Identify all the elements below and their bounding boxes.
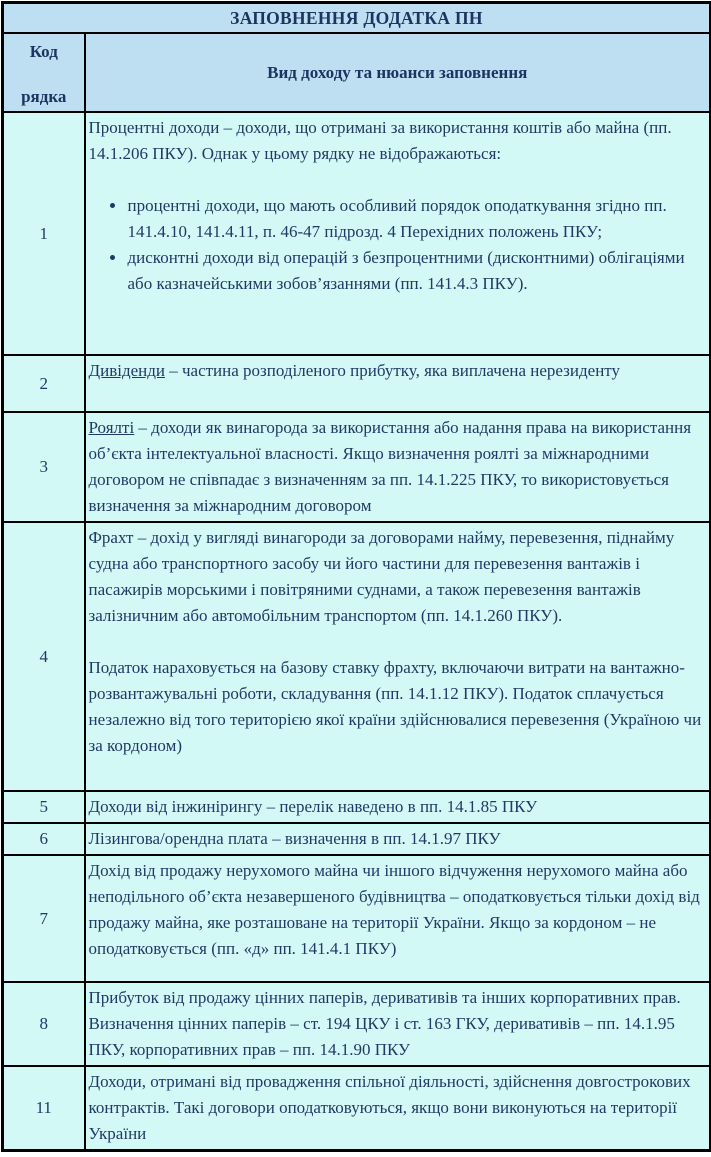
table-row [3, 1066, 711, 1151]
row-code: 3 [3, 412, 85, 522]
bullet-item: • процентні доходи, що мають особливий порядок оподаткування згідно пп. 141.4.10, 141.4.11, п. 46-47 підрозд. 4 Перехідних положень ПКУ; [127, 193, 705, 245]
table-title: ЗАПОВНЕННЯ ДОДАТКА ПН [3, 3, 711, 34]
code-column-header-text [5, 35, 83, 110]
row-code: 6 [3, 823, 85, 855]
table-row [3, 522, 711, 791]
code-header-line1: Код [29, 42, 58, 61]
table-row [3, 791, 711, 823]
desc-column-header: Вид доходу та нюанси заповнення [85, 33, 711, 112]
table-title-row [3, 3, 711, 34]
row-code: 2 [3, 355, 85, 412]
row-text: Прибуток від продажу цінних паперів, деривативів та інших корпоративних прав. Визначення цінних паперів – ст. 194 ЦКУ і ст. 163 ГКУ, деривативів – пп. 14.1.95 ПКУ, корпоративних прав – пп. 14.1.90 ПКУ [88, 988, 681, 1059]
row-text-rest: – частина розподіленого прибутку, яка виплачена нерезиденту [164, 361, 620, 380]
bullet-item: • дисконтні доходи від операцій з безпроцентними (дисконтними) облігаціями або казначейськими зобов’язаннями (пп. 141.4.3 ПКУ). [127, 245, 705, 297]
row-code: 1 [3, 112, 85, 355]
table-row [3, 412, 711, 522]
row-text: Процентні доходи – доходи, що отримані за використання коштів або майна (пп. 14.1.206 ПКУ). Однак у цьому рядку не відображаються: [88, 118, 672, 163]
row-desc [85, 855, 711, 982]
table-row [3, 855, 711, 982]
row-text: Доходи, отримані від провадження спільної діяльності, здійснення довгострокових контрактів. Такі договори оподатковуються, якщо вони виконуються на території України [88, 1072, 691, 1143]
row-desc [85, 112, 711, 355]
row-code: 7 [3, 855, 85, 982]
row-text: Лізингова/орендна плата – визначення в пп. 14.1.97 ПКУ [88, 829, 501, 848]
row-text: Дохід від продажу нерухомого майна чи іншого відчуження нерухомого майна або неподільного об’єкта незавершеного будівництва – оподатковується тільки дохід від продажу майна, яке розташоване на території України. Якщо за кордоном – не оподатковується (пп. «д» пп. 141.4.1 ПКУ) [88, 861, 700, 958]
row-desc [85, 791, 711, 823]
row-desc [85, 823, 711, 855]
column-header-row [3, 33, 711, 112]
table-row [3, 355, 711, 412]
row-code: 8 [3, 982, 85, 1066]
code-column-header [3, 33, 85, 112]
bullet-list [89, 193, 705, 297]
row-desc [85, 1066, 711, 1151]
row-desc [85, 412, 711, 522]
table-row [3, 823, 711, 855]
row-desc [85, 982, 711, 1066]
underlined-term: Роялті [88, 418, 135, 437]
row-text [89, 415, 705, 519]
pn-appendix-table [1, 1, 711, 1152]
row-text: Доходи від інжинірингу – перелік наведено в пп. 14.1.85 ПКУ [88, 797, 538, 816]
row-text-rest: – доходи як винагорода за використання або надання права на використання об’єкта інтелектуальної власності. Якщо визначення роялті за міжнародними договором не співпадає з визначенням за пп. 14.1.225 ПКУ, то використовується визначення за міжнародним договором [88, 418, 692, 515]
row-text-2: Податок нараховується на базову ставку фрахту, включаючи витрати на вантажно-розвантажувальні роботи, складування (пп. 14.1.12 ПКУ). Податок сплачується незалежно від того територією якої країни здійснювалися перевезення (Україною чи за кордоном) [88, 658, 702, 755]
code-header-line2: рядка [21, 87, 67, 106]
underlined-term: Дивіденди [88, 361, 165, 380]
row-desc [85, 522, 711, 791]
row-text [89, 358, 705, 384]
row-code: 5 [3, 791, 85, 823]
row-code: 4 [3, 522, 85, 791]
table-row [3, 112, 711, 355]
row-text: Фрахт – дохід у вигляді винагороди за договорами найму, перевезення, піднайму судна або транспортного засобу чи його частини для перевезення вантажів і пасажирів морськими і повітряними суднами, а також перевезення вантажів залізничним або автомобільним транспортом (пп. 14.1.260 ПКУ). [88, 528, 675, 625]
row-desc [85, 355, 711, 412]
row-code: 11 [3, 1066, 85, 1151]
table-row [3, 982, 711, 1066]
